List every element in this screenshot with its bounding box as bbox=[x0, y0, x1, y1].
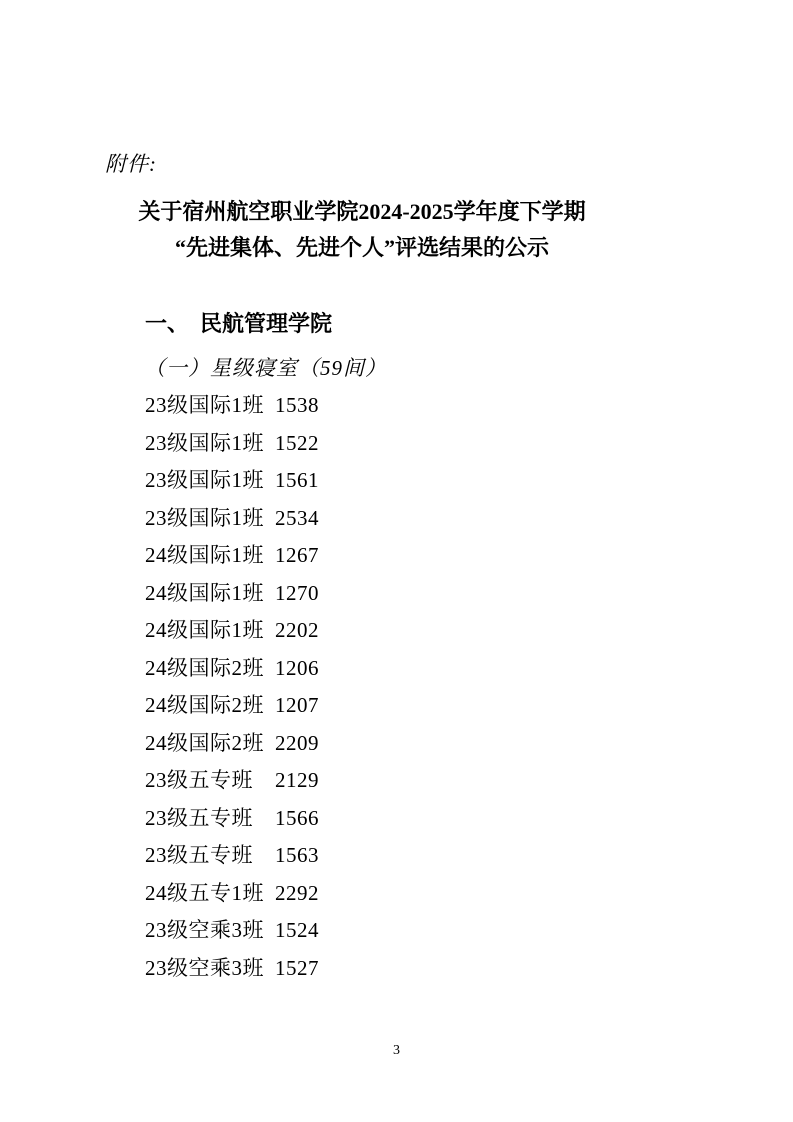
section-heading bbox=[145, 311, 332, 337]
section-number: 一、 bbox=[145, 311, 190, 336]
class-name: 24级国际2班 bbox=[145, 693, 264, 717]
dorm-list-row bbox=[145, 725, 319, 763]
dorm-list-row bbox=[145, 950, 319, 988]
document-title bbox=[138, 194, 586, 266]
class-name: 23级空乘3班 bbox=[145, 955, 264, 980]
room-number: 1207 bbox=[275, 693, 319, 717]
dorm-list-row bbox=[145, 500, 319, 538]
class-name: 24级国际2班 bbox=[145, 655, 264, 680]
section-name: 民航管理学院 bbox=[200, 311, 333, 336]
room-number: 1561 bbox=[275, 468, 319, 492]
class-name: 23级国际1班 bbox=[145, 393, 264, 417]
room-number: 1206 bbox=[275, 655, 319, 680]
room-number: 1524 bbox=[275, 918, 319, 942]
room-number: 1527 bbox=[275, 955, 319, 980]
class-name: 24级国际2班 bbox=[145, 730, 264, 755]
dorm-list-row bbox=[145, 875, 319, 913]
room-number: 2292 bbox=[275, 880, 319, 905]
class-name: 24级国际1班 bbox=[145, 618, 264, 642]
room-number: 1522 bbox=[275, 430, 319, 455]
class-name: 23级国际1班 bbox=[145, 505, 264, 530]
title-line-1: 关于宿州航空职业学院2024-2025学年度下学期 bbox=[138, 199, 586, 224]
class-name: 23级国际1班 bbox=[145, 468, 264, 492]
class-name: 23级空乘3班 bbox=[145, 918, 264, 942]
class-name: 24级国际1班 bbox=[145, 580, 264, 605]
class-name: 23级五专班 bbox=[145, 768, 253, 792]
room-number: 1267 bbox=[275, 543, 319, 567]
dorm-list-row bbox=[145, 425, 319, 463]
room-number: 2129 bbox=[275, 768, 319, 792]
dorm-list-row bbox=[145, 612, 319, 650]
room-number: 2534 bbox=[275, 505, 319, 530]
room-number: 2209 bbox=[275, 730, 319, 755]
room-number: 1538 bbox=[275, 393, 319, 417]
room-number: 1563 bbox=[275, 843, 319, 867]
subsection-label: （一）星级寝室（59间） bbox=[144, 356, 387, 380]
class-name: 23级五专班 bbox=[145, 805, 253, 830]
dorm-list-row bbox=[145, 837, 319, 875]
dorm-list-row bbox=[145, 537, 319, 575]
title-line-2: “先进集体、先进个人”评选结果的公示 bbox=[174, 235, 549, 260]
dorm-list-row bbox=[145, 387, 319, 425]
dorm-list-row bbox=[145, 800, 319, 838]
class-name: 24级国际1班 bbox=[145, 543, 264, 567]
dorm-list-row bbox=[145, 687, 319, 725]
dorm-list-row bbox=[145, 462, 319, 500]
attachment-label: 附件: bbox=[105, 152, 157, 176]
room-number: 1566 bbox=[275, 805, 319, 830]
dorm-list-row bbox=[145, 575, 319, 613]
dorm-list-row bbox=[145, 650, 319, 688]
class-name: 24级五专1班 bbox=[145, 880, 264, 905]
subsection-heading bbox=[144, 352, 387, 382]
page-number: 3 bbox=[393, 1043, 400, 1058]
room-number: 2202 bbox=[275, 618, 319, 642]
class-name: 23级国际1班 bbox=[145, 430, 264, 455]
room-number: 1270 bbox=[275, 580, 319, 605]
dorm-list-row bbox=[145, 912, 319, 950]
class-name: 23级五专班 bbox=[145, 843, 253, 867]
dorm-list bbox=[145, 387, 319, 987]
dorm-list-row bbox=[145, 762, 319, 800]
